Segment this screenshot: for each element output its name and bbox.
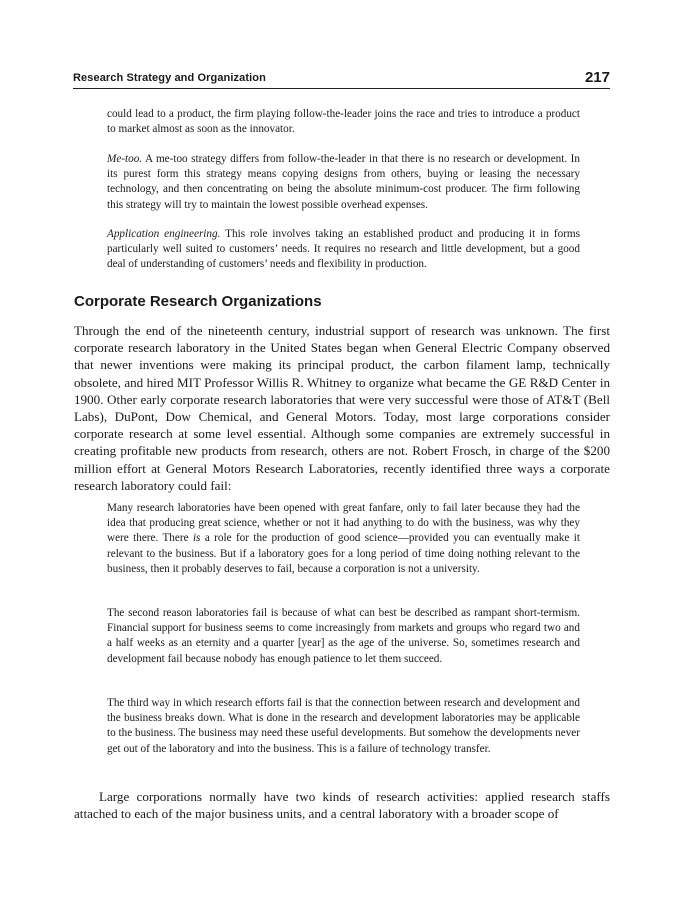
me-too-term: Me-too. (107, 153, 143, 165)
me-too-paragraph (107, 152, 580, 213)
frosch-quote-third: The third way in which research efforts fail is that the connection between research and development and the business breaks down. What is done in the research and development laboratories may be applicable to the business. The business may need these useful developments. But somehow the developments never get out of the laboratory and into the business. This is a failure of technology transfer. (107, 697, 580, 755)
running-header (73, 70, 610, 89)
frosch-quote-first-after: a role for the production of good science—provided you can eventually make it relevant to the business. But if a laboratory goes for a long period of time doing nothing relevant to the business, then it probably deserves to fail, because a corporation is not a university. (107, 532, 580, 575)
follow-the-leader-continuation: could lead to a product, the firm playing follow-the-leader joins the race and tries to introduce a product to market almost as soon as the innovator. (107, 108, 580, 136)
page-number: 217 (584, 69, 610, 86)
section-heading: Corporate Research Organizations (74, 293, 322, 310)
application-engineering-paragraph (107, 227, 580, 273)
body-paragraph-history: Through the end of the nineteenth century, industrial support of research was unknown. The first corporate research laboratory in the United States began when General Electric Company observed that newer inventions were making its principal product, the carbon filament lamp, technically obsolete, and hired MIT Professor Willis R. Whitney to organize what became the GE R&D Center in 1900. Other early corporate research laboratories that were very successful were those of AT&T (Bell Labs), DuPont, Dow Chemical, and General Motors. Today, most large corporations consider corporate research at some level essential. Although some companies are extremely successful in creating profitable new products from research, others are not. Robert Frosch, in charge of the $200 million effort at General Motors Research Laboratories, recently identified three ways a corporate research laboratory could fail: (74, 323, 610, 493)
frosch-quote-first-before: Many research laboratories have been opened with great fanfare, only to fail later because they had the idea that producing great science, whether or not it had anything to do with the business, was why they were there. There (107, 502, 580, 545)
me-too-text: A me-too strategy differs from follow-the-leader in that there is no research or development. In its purest form this strategy means copying designs from others, buying or leasing the necessary technology, and then concentrating on being the absolute minimum-cost producer. The firm following this strategy will try to maintain the lowest possible overhead expenses. (107, 153, 580, 211)
application-engineering-text: This role involves taking an established product and producing it in forms particularly well suited to customers’ needs. It requires no research and little development, but a good deal of understanding of customers’ needs and flexibility in production. (107, 228, 580, 271)
frosch-quote-second: The second reason laboratories fail is because of what can best be described as rampant short-termism. Financial support for business seems to come increasingly from markets and groups who regard two and a half weeks as an eternity and a quarter [year] as the age of the universe. So, sometimes research and development fail because nobody has enough patience to let them succeed. (107, 607, 580, 665)
frosch-quote-first-emphasis: is (192, 532, 201, 545)
running-header-title: Research Strategy and Organization (73, 72, 266, 84)
application-engineering-term: Application engineering. (107, 228, 221, 240)
frosch-quote-first (107, 501, 580, 577)
body-paragraph-research-activities: Large corporations normally have two kinds of research activities: applied research staffs attached to each of the major business units, and a central laboratory with a broader scope of (74, 789, 610, 822)
